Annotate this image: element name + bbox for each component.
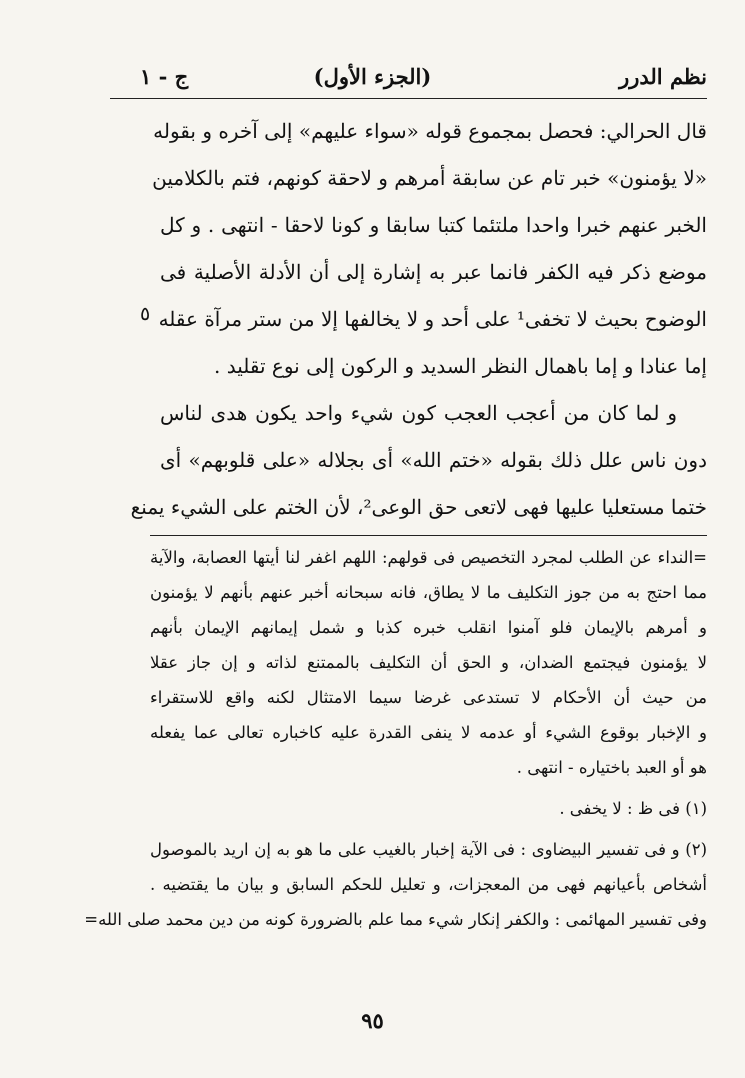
text-line: «لا يؤمنون» خبر تام عن سابقة أمرهم و لاحقة كونهم، فتم بالكلامين xyxy=(152,166,707,190)
volume-part-label: (الجزء الأول) xyxy=(313,64,432,89)
footnote-line: لا يؤمنون فيجتمع الضدان، و الحق أن التكليف بالممتنع لذاته و إن جاز عقلا xyxy=(150,653,707,672)
text-line: ختما مستعليا عليها فهى لاتعى حق الوعى²، لأن الختم على الشيء يمنع xyxy=(130,495,707,519)
footnote-1: (١) فى ظ : لا يخفى . xyxy=(559,799,707,818)
footnote-line: و أمرهم بالإيمان فلو آمنوا انقلب خبره كذبا و شمل إيمانهم الإيمان بأنهم xyxy=(150,618,707,637)
header-rule xyxy=(110,98,707,99)
footnotes xyxy=(84,540,707,937)
footnote-line: مما احتج به من جوز التكليف ما لا يطاق، فانه سبحانه أخبر عنهم بأنهم لا يؤمنون xyxy=(150,583,707,602)
footnote-line: و الإخبار بوقوع الشيء أو عدمه لا ينفى القدرة عليه كاخباره تعالى عما يفعله xyxy=(150,723,707,742)
text-line: موضع ذكر فيه الكفر فانما عبر به إشارة إلى أن الأدلة الأصلية فى xyxy=(160,260,707,284)
volume-code: ج - ١ xyxy=(140,64,189,89)
text-line: دون ناس علل ذلك بقوله «ختم الله» أى بجلاله «على قلوبهم» أى xyxy=(160,448,707,472)
footnote-2-line: وفى تفسير المهائمى : والكفر إنكار شيء مما علم بالضرورة كونه من دين محمد صلى الله= xyxy=(84,910,707,929)
footnote-2-line: أشخاص بأعيانهم فهى من المعجزات، و تعليل للحكم السابق و بيان ما يقتضيه . xyxy=(150,875,707,894)
text-line: إما عنادا و إما باهمال النظر السديد و الركون إلى نوع تقليد . xyxy=(213,354,707,378)
text-line: قال الحرالي: فحصل بمجموع قوله «سواء عليهم» إلى آخره و بقوله xyxy=(153,119,707,143)
footnote-line: من حيث أن الأحكام لا تستدعى غرضا سيما الامتثال لكنه واقع للاستقراء xyxy=(150,688,707,707)
footnote-rule xyxy=(150,535,707,536)
text-line: الخبر عنهم خبرا واحدا ملتئما كتبا سابقا و كونا لاحقا - انتهى . و كل xyxy=(160,213,707,237)
footnote-line: هو أو العبد باختياره - انتهى . xyxy=(516,758,707,777)
text-line: و لما كان من أعجب العجب كون شيء واحد يكون هدى لناس xyxy=(160,401,677,425)
page-number: ٩٥ xyxy=(361,1008,384,1033)
main-text xyxy=(130,108,707,531)
text-line: الوضوح بحيث لا تخفى¹ على أحد و لا يخالفها إلا من ستر مرآة عقله xyxy=(158,307,707,331)
footnote-line: =النداء عن الطلب لمجرد التخصيص فى قولهم: اللهم اغفر لنا أيتها العصابة، والآية xyxy=(150,548,707,567)
running-title: نظم الدرر xyxy=(619,64,707,89)
line-number-marker: ٥ xyxy=(140,303,151,325)
footnote-2-line: (٢) و فى تفسير البيضاوى : فى الآية إخبار بالغيب على ما هو به إن اريد بالموصول xyxy=(150,840,707,859)
